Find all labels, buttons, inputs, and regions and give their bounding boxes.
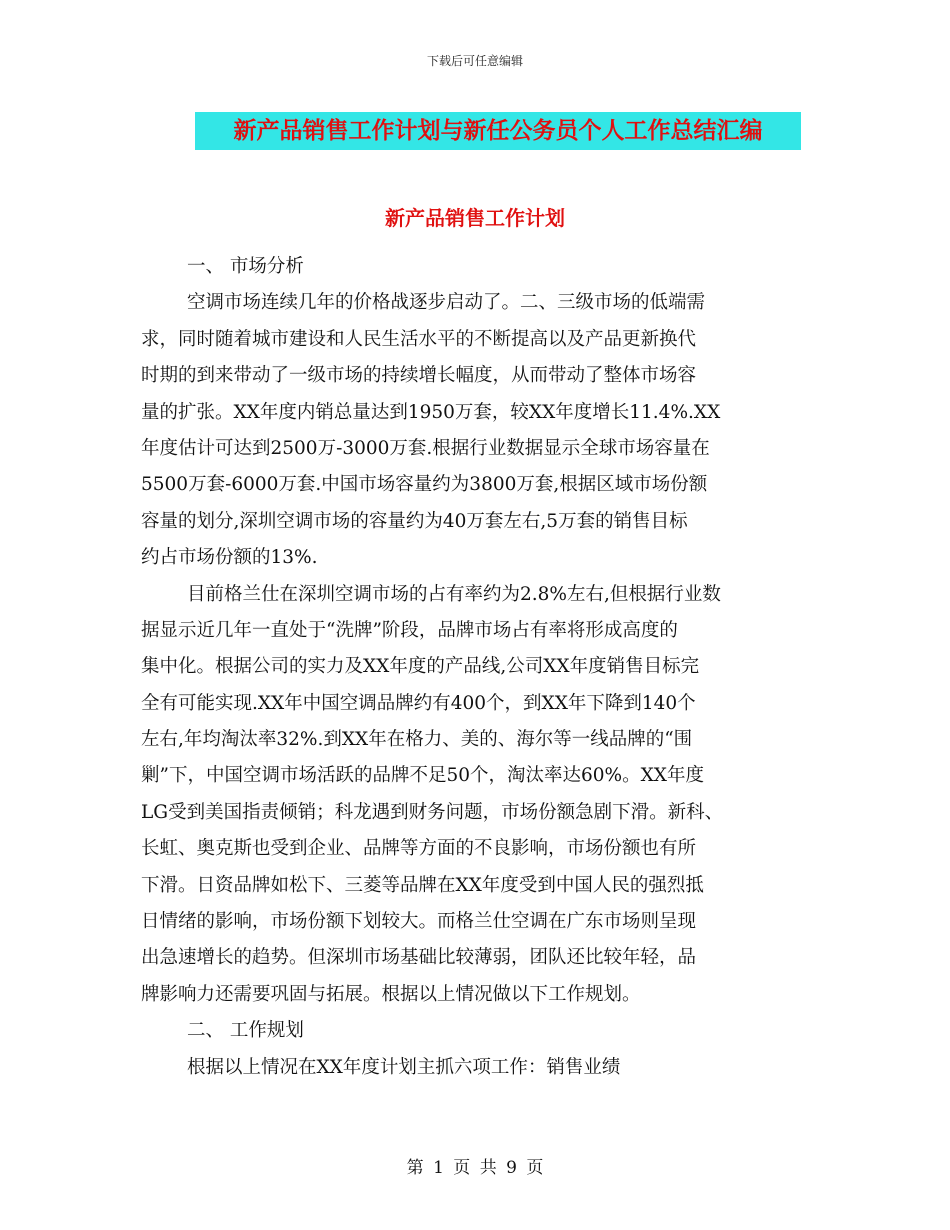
paragraph-line: 容量的划分,深圳空调市场的容量约为40万套左右,5万套的销售目标 xyxy=(141,510,688,532)
paragraph-line: 时期的到来带动了一级市场的持续增长幅度，从而带动了整体市场容 xyxy=(141,365,697,387)
paragraph-line: 根据以上情况在XX年度计划主抓六项工作：销售业绩 xyxy=(187,1056,621,1078)
paragraph-line: 空调市场连续几年的价格战逐步启动了。二、三级市场的低端需 xyxy=(187,292,706,314)
paragraph-line: 据显示近几年一直处于“洗牌”阶段，品牌市场占有率将形成高度的 xyxy=(141,619,678,641)
paragraph-line: 目前格兰仕在深圳空调市场的占有率约为2.8%左右,但根据行业数 xyxy=(187,583,721,605)
paragraph-line: 年度估计可达到2500万-3000万套.根据行业数据显示全球市场容量在 xyxy=(141,437,710,459)
paragraph-line: 5500万套-6000万套.中国市场容量约为3800万套,根据区域市场份额 xyxy=(141,474,708,496)
paragraph-line: 约占市场份额的13%. xyxy=(141,547,318,569)
paragraph-line: 集中化。根据公司的实力及XX年度的产品线,公司XX年度销售目标完 xyxy=(141,656,700,678)
paragraph-line: LG受到美国指责倾销；科龙遇到财务问题，市场份额急剧下滑。新科、 xyxy=(141,801,724,823)
paragraph-line: 日情绪的影响，市场份额下划较大。而格兰仕空调在广东市场则呈现 xyxy=(141,911,697,933)
body-text xyxy=(141,249,811,1086)
paragraph-line: 下滑。日资品牌如松下、三菱等品牌在XX年度受到中国人民的强烈抵 xyxy=(141,874,704,896)
paragraph-line: 剿”下，中国空调市场活跃的品牌不足50个，淘汰率达60%。XX年度 xyxy=(141,765,704,787)
paragraph-line: 牌影响力还需要巩固与拓展。根据以上情况做以下工作规划。 xyxy=(141,983,641,1005)
paragraph-line: 求，同时随着城市建设和人民生活水平的不断提高以及产品更新换代 xyxy=(141,328,697,350)
paragraph-line: 出急速增长的趋势。但深圳市场基础比较薄弱，团队还比较年轻，品 xyxy=(141,947,697,969)
header-note: 下载后可任意编辑 xyxy=(426,54,523,68)
paragraph-line: 全有可能实现.XX年中国空调品牌约有400个，到XX年下降到140个 xyxy=(141,692,696,714)
page-footer: 第 1 页 共 9 页 xyxy=(406,1158,544,1178)
section-title: 新产品销售工作计划 xyxy=(385,206,565,230)
document-title: 新产品销售工作计划与新任公务员个人工作总结汇编 xyxy=(195,112,801,150)
paragraph-line: 长虹、奥克斯也受到企业、品牌等方面的不良影响，市场份额也有所 xyxy=(141,838,697,860)
paragraph-line: 左右,年均淘汰率32%.到XX年在格力、美的、海尔等一线品牌的“围 xyxy=(141,729,693,751)
heading-work-plan: 二、 工作规划 xyxy=(187,1020,304,1042)
paragraph-line: 量的扩张。XX年度内销总量达到1950万套，较XX年度增长11.4%.XX xyxy=(141,401,721,423)
heading-market-analysis: 一、 市场分析 xyxy=(187,256,304,277)
